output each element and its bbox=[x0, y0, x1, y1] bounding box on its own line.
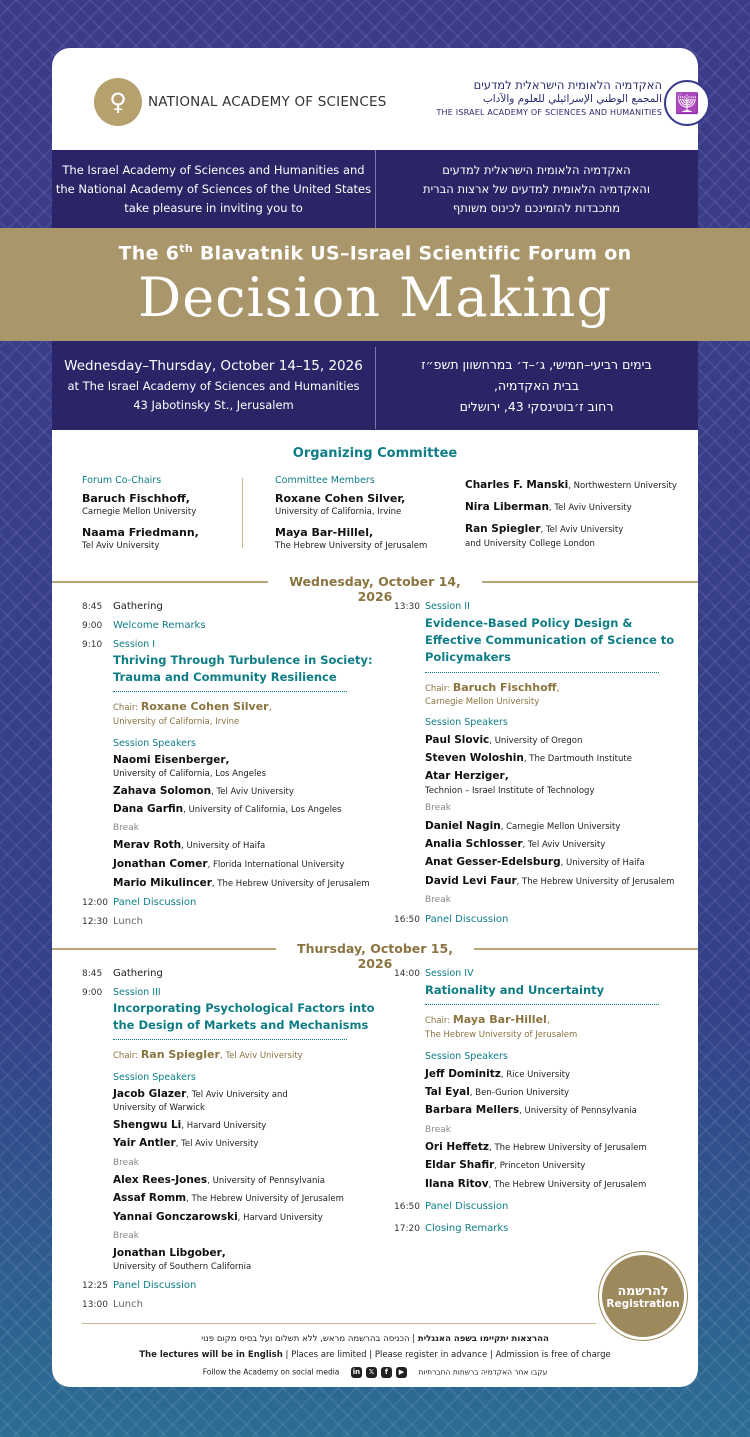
follow-english: Follow the Academy on social media bbox=[202, 1367, 340, 1377]
footer-divider bbox=[82, 1323, 596, 1324]
invitation-line: take pleasure in inviting you to bbox=[124, 201, 303, 215]
committee-aff: and University College London bbox=[465, 539, 595, 549]
invitation-line: והאקדמיה הלאומית למדעים של ארצות הברית bbox=[423, 182, 650, 196]
nas-seal-icon: ♀ bbox=[94, 78, 142, 126]
time: 12:30 bbox=[82, 917, 108, 927]
linkedin-icon[interactable]: in bbox=[352, 1368, 361, 1376]
committee-name: Roxane Cohen Silver, bbox=[275, 492, 406, 505]
co-chairs-label: Forum Co-Chairs bbox=[82, 475, 162, 486]
session-label: Session III bbox=[113, 987, 161, 998]
chair-aff: Carnegie Mellon University bbox=[425, 697, 540, 707]
committee-name: Baruch Fischhoff, bbox=[82, 492, 190, 505]
session-label: Session II bbox=[425, 601, 470, 612]
speaker: Dana Garfin, University of California, Los Angeles bbox=[113, 803, 342, 815]
time: 17:20 bbox=[394, 1224, 420, 1234]
speakers-label: Session Speakers bbox=[113, 738, 196, 749]
committee-aff: Tel Aviv University bbox=[82, 541, 160, 551]
gathering: Gathering bbox=[113, 601, 163, 612]
registration-button[interactable] bbox=[599, 1252, 687, 1340]
speaker: Yair Antler, Tel Aviv University bbox=[113, 1137, 259, 1149]
isr-name-hebrew: האקדמיה הלאומית הישראלית למדעים bbox=[473, 78, 662, 92]
speaker: Alex Rees-Jones, University of Pennsylvania bbox=[113, 1174, 325, 1186]
session-title: Incorporating Psychological Factors into the Design of Markets and Mechanisms bbox=[113, 1001, 375, 1032]
dotted-divider bbox=[113, 691, 347, 692]
invitation-line: the National Academy of Sciences of the United States bbox=[55, 182, 372, 196]
speaker: Anat Gesser-Edelsburg, University of Haifa bbox=[425, 856, 645, 868]
committee-aff: The Hebrew University of Jerusalem bbox=[275, 541, 428, 551]
panel-discussion: Panel Discussion bbox=[113, 897, 197, 908]
invitation-line: The Israel Academy of Sciences and Humanities and bbox=[62, 163, 365, 177]
social-row bbox=[52, 1367, 698, 1378]
speaker-aff: University of California, Los Angeles bbox=[113, 769, 267, 779]
invitation-english bbox=[52, 161, 375, 218]
time: 8:45 bbox=[82, 969, 103, 979]
time: 9:10 bbox=[82, 640, 103, 650]
registration-hebrew: להרשמה bbox=[617, 1282, 669, 1298]
speaker: Zahava Solomon, Tel Aviv University bbox=[113, 785, 294, 797]
isr-academy-logo[interactable] bbox=[402, 78, 662, 117]
time: 9:00 bbox=[82, 988, 103, 998]
time: 14:00 bbox=[394, 969, 420, 979]
footer-english: The lectures will be in English | Places are limited | Please register in advance | Admission is free of charge bbox=[139, 1350, 611, 1360]
time: 13:30 bbox=[394, 602, 420, 612]
panel-discussion: Panel Discussion bbox=[113, 1280, 197, 1291]
speaker: Steven Woloshin, The Dartmouth Institute bbox=[425, 752, 632, 764]
isr-name-arabic: المجمع الوطني الإسرائيلي للعلوم والآداب bbox=[482, 93, 662, 105]
chair-aff: The Hebrew University of Jerusalem bbox=[425, 1030, 578, 1040]
session-chair: Chair: Baruch Fischhoff, bbox=[425, 681, 560, 694]
title-post: Blavatnik US–Israel Scientific Forum on bbox=[192, 242, 632, 265]
closing-remarks: Closing Remarks bbox=[425, 1223, 509, 1234]
session-title: Thriving Through Turbulence in Society: Trauma and Community Resilience bbox=[113, 653, 373, 684]
time: 8:45 bbox=[82, 602, 103, 612]
gathering: Gathering bbox=[113, 968, 163, 979]
break: Break bbox=[113, 823, 139, 833]
speaker: Mario Mikulincer, The Hebrew University of Jerusalem bbox=[113, 877, 370, 889]
isr-name-english: THE ISRAEL ACADEMY OF SCIENCES AND HUMANITIES bbox=[436, 108, 662, 117]
speakers-label: Session Speakers bbox=[113, 1072, 196, 1083]
title-pre: The 6 bbox=[118, 242, 180, 265]
event-address-hebrew: רחוב ז׳בוטינסקי 43, ירושלים bbox=[459, 399, 614, 414]
event-date: Wednesday–Thursday, October 14–15, 2026 bbox=[64, 358, 363, 374]
committee-name: Ran Spiegler, Tel Aviv University bbox=[465, 523, 624, 535]
speaker: Naomi Eisenberger, bbox=[113, 754, 230, 766]
dotted-divider bbox=[425, 1004, 659, 1005]
invitation-line: מתכבדות להזמינכם לכינוס משותף bbox=[452, 201, 621, 215]
footer-hebrew: ההרצאות יתקיימו בשפה האנגלית | הכניסה בהרשמה מראש, ללא תשלום ועל בסיס מקום פנוי bbox=[201, 1334, 549, 1344]
speaker: Assaf Romm, The Hebrew University of Jerusalem bbox=[113, 1192, 344, 1204]
invitation-band bbox=[52, 150, 698, 228]
welcome-remarks: Welcome Remarks bbox=[113, 620, 206, 631]
speaker-aff: University of Warwick bbox=[113, 1103, 205, 1113]
speaker: Ilana Ritov, The Hebrew University of Jerusalem bbox=[425, 1178, 647, 1190]
nas-logo[interactable] bbox=[94, 78, 386, 126]
facebook-icon[interactable]: f bbox=[381, 1367, 392, 1378]
committee-aff: Carnegie Mellon University bbox=[82, 507, 197, 517]
speaker: Atar Herziger, bbox=[425, 770, 509, 782]
committee-name: Charles F. Manski, Northwestern University bbox=[465, 479, 677, 491]
speaker: Barbara Mellers, University of Pennsylvania bbox=[425, 1104, 637, 1116]
session-chair: Chair: Ran Spiegler, Tel Aviv University bbox=[113, 1048, 303, 1061]
invitation-line: האקדמיה הלאומית הישראלית למדעים bbox=[442, 163, 631, 177]
session-label: Session IV bbox=[425, 968, 474, 979]
event-venue: at The Israel Academy of Sciences and Humanities bbox=[67, 379, 360, 393]
speaker: Shengwu Li, Harvard University bbox=[113, 1119, 267, 1131]
committee-divider bbox=[242, 478, 243, 548]
speaker: Merav Roth, University of Haifa bbox=[113, 839, 266, 851]
event-venue-hebrew: בבית האקדמיה, bbox=[493, 378, 580, 393]
members-label: Committee Members bbox=[275, 475, 375, 486]
chair-aff: University of California, Irvine bbox=[113, 717, 240, 727]
session-title: Evidence-Based Policy Design & Effective Communication of Science to Policymakers bbox=[425, 616, 675, 664]
event-address: 43 Jabotinsky St., Jerusalem bbox=[133, 398, 294, 412]
time: 9:00 bbox=[82, 621, 103, 631]
day2-heading: Thursday, October 15, 2026 bbox=[276, 941, 474, 971]
speaker: Daniel Nagin, Carnegie Mellon University bbox=[425, 820, 621, 832]
panel-discussion: Panel Discussion bbox=[425, 1201, 509, 1212]
invitation-hebrew bbox=[375, 161, 698, 218]
committee-name: Maya Bar-Hillel, bbox=[275, 526, 374, 539]
speaker: Paul Slovic, University of Oregon bbox=[425, 734, 583, 746]
break: Break bbox=[425, 803, 451, 813]
time: 12:25 bbox=[82, 1281, 108, 1291]
lunch: Lunch bbox=[113, 916, 143, 927]
speaker: Ori Heffetz, The Hebrew University of Jerusalem bbox=[425, 1141, 647, 1153]
speaker-aff: Technion – Israel Institute of Technology bbox=[425, 786, 595, 796]
speaker: Jeff Dominitz, Rice University bbox=[425, 1068, 571, 1080]
committee-name: Naama Friedmann, bbox=[82, 526, 199, 539]
event-info-hebrew bbox=[375, 354, 698, 417]
speaker: Analia Schlosser, Tel Aviv University bbox=[425, 838, 606, 850]
panel-discussion: Panel Discussion bbox=[425, 914, 509, 925]
time: 12:00 bbox=[82, 898, 108, 908]
speakers-label: Session Speakers bbox=[425, 1051, 508, 1062]
break: Break bbox=[113, 1231, 139, 1241]
break: Break bbox=[425, 1125, 451, 1135]
speaker: Yannai Gonczarowski, Harvard University bbox=[113, 1211, 323, 1223]
session-chair: Chair: Roxane Cohen Silver, bbox=[113, 700, 272, 713]
youtube-icon[interactable]: ▶ bbox=[396, 1367, 407, 1378]
session-label: Session I bbox=[113, 639, 156, 650]
session-chair: Chair: Maya Bar-Hillel, bbox=[425, 1013, 550, 1026]
speaker: Jonathan Comer, Florida International University bbox=[113, 858, 345, 870]
event-info-band bbox=[52, 341, 698, 430]
dotted-divider bbox=[425, 672, 659, 673]
speaker-aff: University of Southern California bbox=[113, 1262, 252, 1272]
committee-aff: University of California, Irvine bbox=[275, 507, 402, 517]
time: 16:50 bbox=[394, 1202, 420, 1212]
speaker: Eldar Shafir, Princeton University bbox=[425, 1159, 586, 1171]
speaker: Tal Eyal, Ben-Gurion University bbox=[425, 1086, 570, 1098]
menorah-icon: 🕎 bbox=[664, 80, 710, 126]
speaker: David Levi Faur, The Hebrew University of Jerusalem bbox=[425, 875, 675, 887]
forum-main-title: Decision Making bbox=[137, 266, 613, 329]
dotted-divider bbox=[113, 1039, 347, 1040]
committee-heading: Organizing Committee bbox=[292, 446, 458, 461]
follow-hebrew: עקבו אחר האקדמיה ברשתות החברתיות bbox=[418, 1367, 548, 1377]
time: 13:00 bbox=[82, 1300, 108, 1310]
nas-name: NATIONAL ACADEMY OF SCIENCES bbox=[148, 94, 387, 110]
speaker: Jonathan Libgober, bbox=[113, 1247, 226, 1259]
speakers-label: Session Speakers bbox=[425, 717, 508, 728]
session-title: Rationality and Uncertainty bbox=[425, 983, 605, 997]
break: Break bbox=[425, 895, 451, 905]
event-date-hebrew: בימים רביעי–חמישי, ג׳–ד׳ במרחשוון תשפ״ז bbox=[421, 357, 652, 372]
forum-title bbox=[0, 242, 750, 264]
lunch: Lunch bbox=[113, 1299, 143, 1310]
event-info-english bbox=[52, 355, 375, 415]
title-sup: th bbox=[179, 242, 193, 255]
committee-name: Nira Liberman, Tel Aviv University bbox=[465, 501, 632, 513]
registration-english: Registration bbox=[606, 1297, 680, 1310]
day1-heading: Wednesday, October 14, 2026 bbox=[268, 574, 482, 604]
time: 16:50 bbox=[394, 915, 420, 925]
x-icon[interactable]: 𝕏 bbox=[366, 1367, 377, 1378]
break: Break bbox=[113, 1158, 139, 1168]
speaker: Jacob Glazer, Tel Aviv University and bbox=[113, 1088, 288, 1100]
